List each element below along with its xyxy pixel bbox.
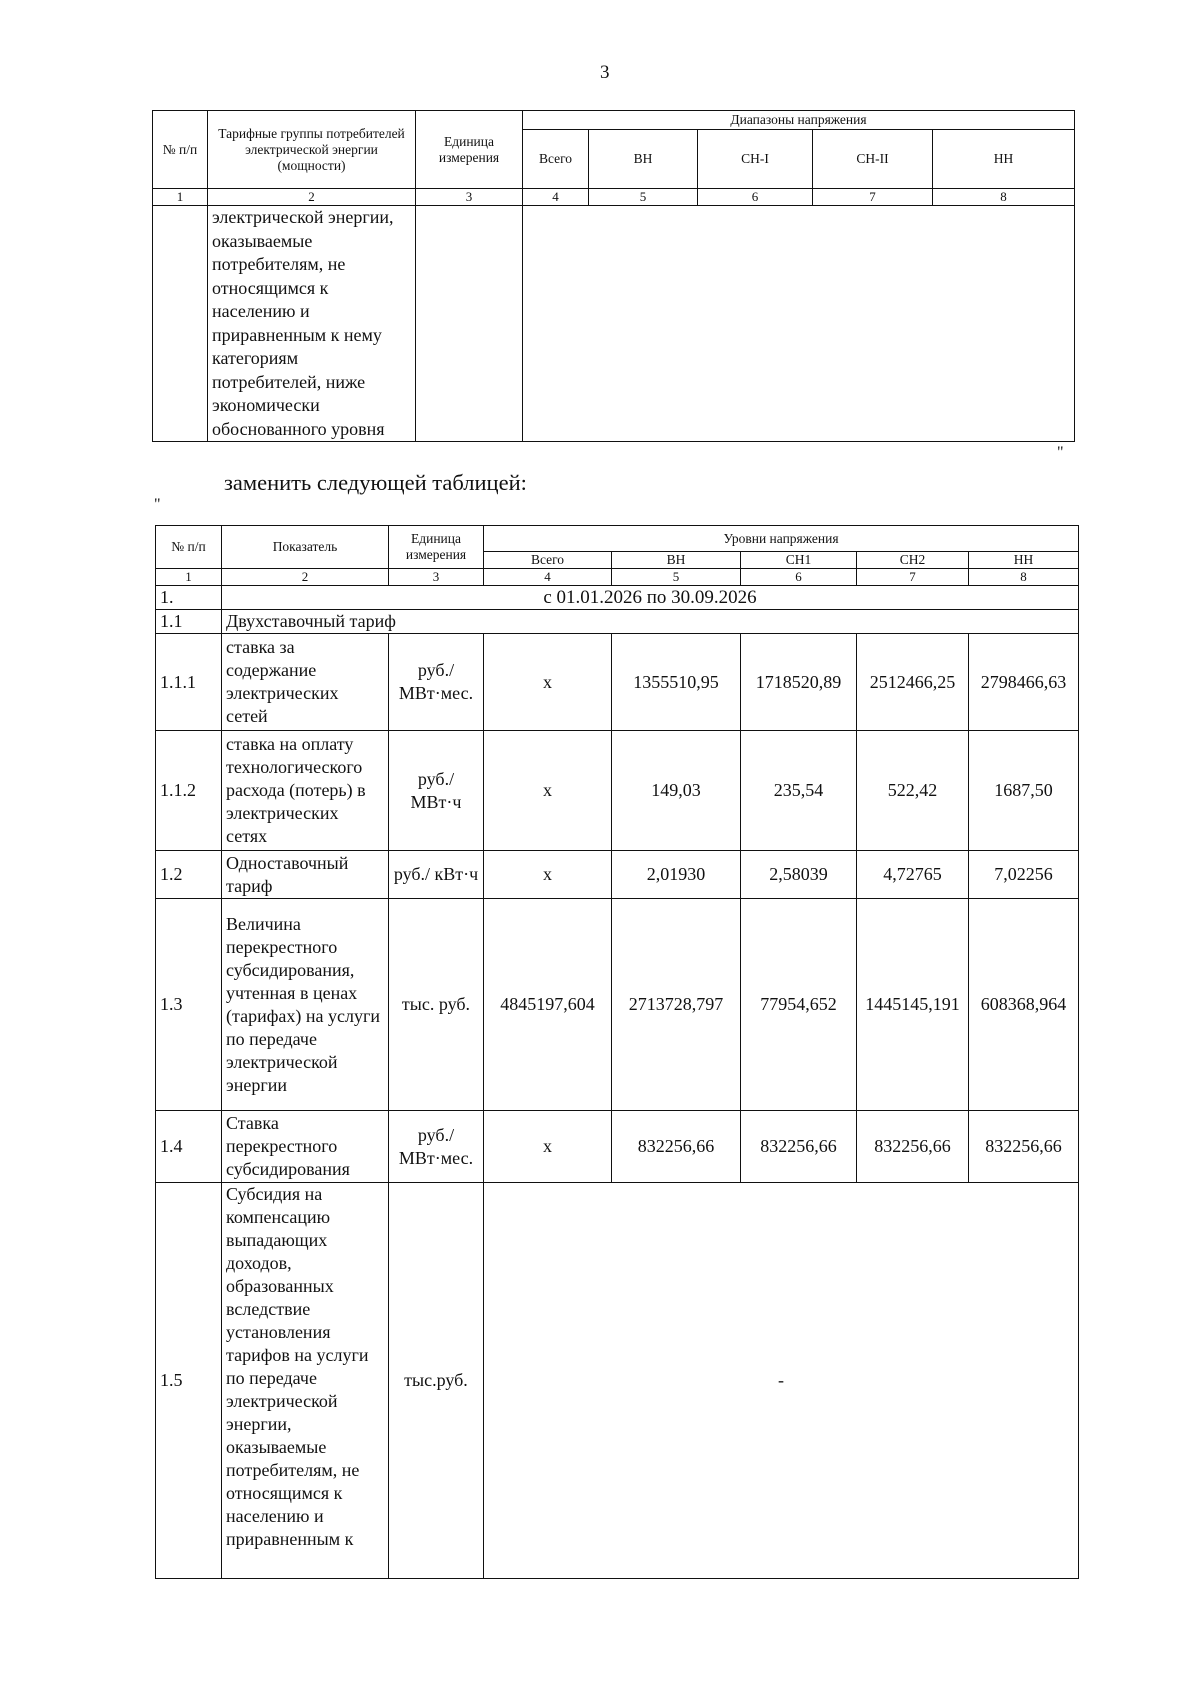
row-value: - [484, 1183, 1079, 1579]
old-header-nn: НН [933, 130, 1075, 189]
new-header-num: № п/п [156, 526, 222, 569]
new-header-nn: НН [969, 552, 1079, 569]
row-ch1: 1718520,89 [741, 634, 857, 731]
row-ch2: 522,42 [857, 731, 969, 851]
row-nn: 1687,50 [969, 731, 1079, 851]
row-num: 1.5 [156, 1183, 222, 1579]
period-title: с 01.01.2026 по 30.09.2026 [222, 586, 1079, 610]
row-ch2: 832256,66 [857, 1111, 969, 1183]
table-row [156, 899, 1079, 1111]
old-index-cell: 5 [589, 189, 698, 206]
new-index-cell: 8 [969, 569, 1079, 586]
old-index-cell: 1 [153, 189, 208, 206]
old-index-cell: 2 [208, 189, 416, 206]
new-tariff-table [155, 525, 1079, 1579]
table-row [156, 731, 1079, 851]
row-name: Ставка перекрестного субсидирования [222, 1111, 389, 1183]
new-index-cell: 2 [222, 569, 389, 586]
row-ch1: 832256,66 [741, 1111, 857, 1183]
row-vn: 832256,66 [612, 1111, 741, 1183]
old-empty-cell [416, 206, 523, 442]
row-num: 1.4 [156, 1111, 222, 1183]
row-num: 1.2 [156, 851, 222, 899]
row-ch2: 1445145,191 [857, 899, 969, 1111]
page-number: 3 [600, 62, 610, 83]
old-header-group: Тарифные группы потребителей электрической энергии (мощности) [208, 111, 416, 189]
period-num: 1. [156, 586, 222, 610]
row-unit: руб./ МВт·мес. [389, 1111, 484, 1183]
table-row [156, 1111, 1079, 1183]
old-header-vn: ВН [589, 130, 698, 189]
row-total: х [484, 1111, 612, 1183]
row-unit: руб./ МВт·ч [389, 731, 484, 851]
row-name: Субсидия на компенсацию выпадающих доходов, образованных вследствие установления тарифов на услуги по передаче электрической энергии, оказываемые потребителям, не относящимся к населению и приравненным к [222, 1183, 389, 1579]
row-total: х [484, 731, 612, 851]
row-ch2: 2512466,25 [857, 634, 969, 731]
old-header-sn2: СН-II [813, 130, 933, 189]
old-tariff-table [152, 110, 1075, 442]
old-header-total: Всего [523, 130, 589, 189]
new-header-total: Всего [484, 552, 612, 569]
replace-instruction: заменить следующей таблицей: [224, 470, 527, 495]
new-header-unit: Единица измерения [389, 526, 484, 569]
new-header-indicator: Показатель [222, 526, 389, 569]
row-name: Величина перекрестного субсидирования, учтенная в ценах (тарифах) на услуги по передаче электрической энергии [222, 899, 389, 1111]
old-empty-cell [523, 206, 1075, 442]
new-index-cell: 6 [741, 569, 857, 586]
row-unit: руб./ кВт·ч [389, 851, 484, 899]
old-index-cell: 7 [813, 189, 933, 206]
row-vn: 2,01930 [612, 851, 741, 899]
new-index-cell: 4 [484, 569, 612, 586]
new-index-cell: 3 [389, 569, 484, 586]
two-rate-num: 1.1 [156, 610, 222, 634]
new-index-cell: 5 [612, 569, 741, 586]
two-rate-title: Двухставочный тариф [222, 610, 1079, 634]
closing-quote: " [1057, 444, 1064, 461]
row-ch1: 2,58039 [741, 851, 857, 899]
row-num: 1.3 [156, 899, 222, 1111]
row-total: 4845197,604 [484, 899, 612, 1111]
row-name: ставка на оплату технологического расхода (потерь) в электрических сетях [222, 731, 389, 851]
row-nn: 608368,964 [969, 899, 1079, 1111]
table-row [156, 634, 1079, 731]
new-header-ch1: СН1 [741, 552, 857, 569]
old-empty-cell [153, 206, 208, 442]
table-row [156, 851, 1079, 899]
new-header-levels: Уровни напряжения [484, 526, 1079, 552]
old-header-unit: Единица измерения [416, 111, 523, 189]
new-header-ch2: СН2 [857, 552, 969, 569]
row-vn: 1355510,95 [612, 634, 741, 731]
row-name: ставка за содержание электрических сетей [222, 634, 389, 731]
old-header-ranges: Диапазоны напряжения [523, 111, 1075, 130]
old-header-num: № п/п [153, 111, 208, 189]
row-vn: 2713728,797 [612, 899, 741, 1111]
table-row [156, 1183, 1079, 1579]
old-index-cell: 8 [933, 189, 1075, 206]
old-index-cell: 4 [523, 189, 589, 206]
old-index-cell: 6 [698, 189, 813, 206]
row-ch2: 4,72765 [857, 851, 969, 899]
old-continued-text: электрической энергии, оказываемые потребителям, не относящимся к населению и приравненным к нему категориям потребителей, ниже экономически обоснованного уровня [208, 206, 416, 442]
old-index-cell: 3 [416, 189, 523, 206]
row-nn: 2798466,63 [969, 634, 1079, 731]
opening-quote: " [154, 496, 161, 513]
row-vn: 149,03 [612, 731, 741, 851]
row-total: х [484, 851, 612, 899]
row-unit: тыс.руб. [389, 1183, 484, 1579]
new-header-vn: ВН [612, 552, 741, 569]
row-nn: 832256,66 [969, 1111, 1079, 1183]
row-unit: руб./ МВт·мес. [389, 634, 484, 731]
new-index-cell: 7 [857, 569, 969, 586]
row-name: Одноставочный тариф [222, 851, 389, 899]
row-nn: 7,02256 [969, 851, 1079, 899]
new-index-cell: 1 [156, 569, 222, 586]
row-total: х [484, 634, 612, 731]
row-num: 1.1.2 [156, 731, 222, 851]
old-header-sn1: СН-I [698, 130, 813, 189]
row-unit: тыс. руб. [389, 899, 484, 1111]
row-num: 1.1.1 [156, 634, 222, 731]
row-ch1: 77954,652 [741, 899, 857, 1111]
row-ch1: 235,54 [741, 731, 857, 851]
